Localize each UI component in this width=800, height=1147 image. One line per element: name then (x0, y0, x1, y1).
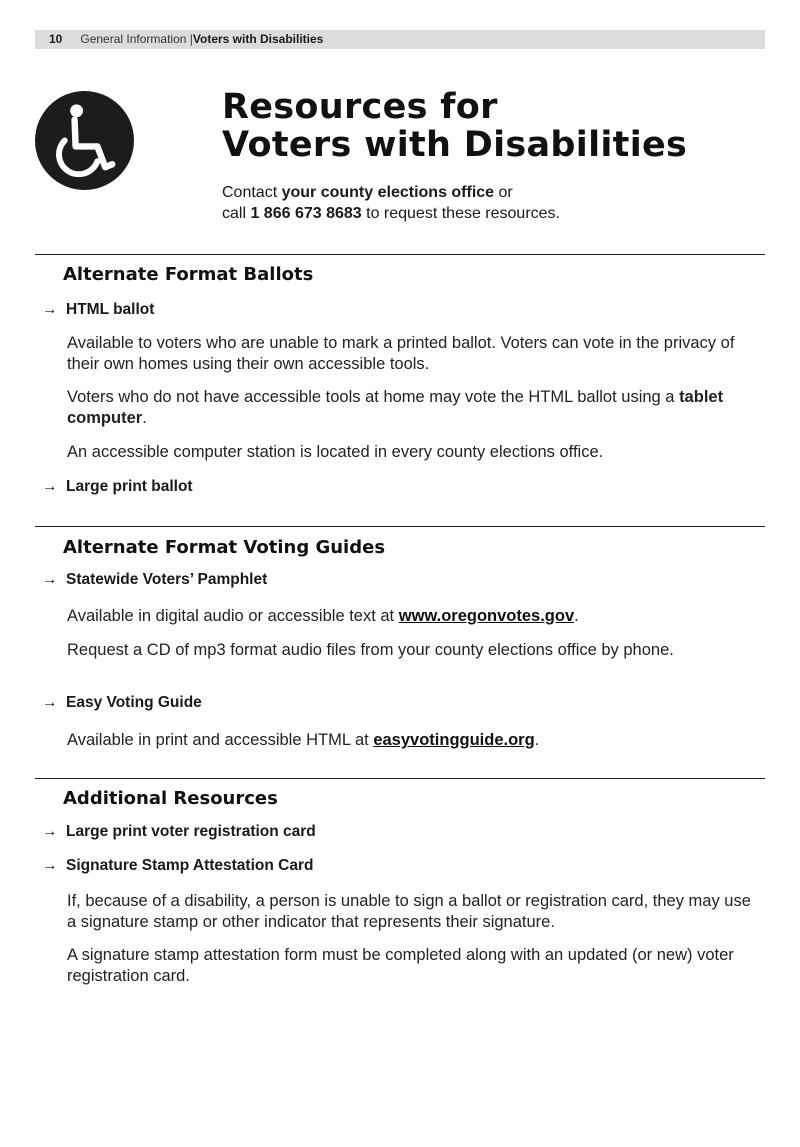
paragraph-end: . (534, 731, 540, 749)
arrow-icon: → (42, 301, 58, 318)
page-title (222, 88, 687, 164)
section-heading-guides: Alternate Format Voting Guides (63, 537, 386, 558)
title-line-1: Resources for (222, 87, 498, 127)
arrow-icon: → (42, 478, 58, 495)
paragraph: Available to voters who are unable to mark a printed ballot. Voters can vote in the privacy of their own homes using their own accessible tools. (67, 334, 735, 373)
paragraph: Request a CD of mp3 format audio files from your county elections office by phone. (67, 641, 674, 659)
paragraph-end: . (142, 409, 147, 427)
intro-text-4: to request these resources. (361, 205, 560, 222)
item-label: Large print ballot (66, 478, 193, 495)
header-subsection: Voters with Disabilities (192, 32, 324, 46)
arrow-icon: → (42, 823, 58, 840)
page-header-bar (35, 30, 765, 49)
easyvotingguide-link[interactable]: easyvotingguide.org (373, 731, 535, 749)
item-label: Easy Voting Guide (66, 694, 202, 711)
arrow-icon: → (42, 571, 58, 588)
paragraph: An accessible computer station is located in every county elections office. (67, 443, 604, 461)
page-number: 10 (49, 32, 63, 46)
item-large-print-registration (42, 823, 316, 841)
oregonvotes-link[interactable]: www.oregonvotes.gov (398, 607, 575, 625)
item-label: Signature Stamp Attestation Card (66, 857, 314, 874)
paragraph-end: . (574, 607, 579, 625)
section-divider (35, 526, 765, 527)
intro-text-1: Contact (222, 184, 282, 201)
tablet-computer-bold: tablet computer (67, 388, 724, 427)
intro-text (222, 182, 560, 224)
item-voters-pamphlet (42, 571, 267, 589)
item-label: HTML ballot (66, 301, 155, 318)
paragraph (67, 730, 757, 751)
item-easy-voting-guide (42, 694, 202, 712)
section-heading-additional: Additional Resources (63, 788, 278, 809)
item-signature-stamp-card (42, 857, 313, 875)
paragraph: A signature stamp attestation form must be completed along with an updated (or new) voter registration card. (67, 946, 734, 985)
paragraph (67, 387, 757, 429)
item-html-ballot (42, 301, 154, 319)
arrow-icon: → (42, 694, 58, 711)
title-line-2: Voters with Disabilities (222, 125, 688, 165)
item-large-print-ballot (42, 478, 193, 496)
header-section: General Information | (80, 32, 193, 46)
intro-text-3: call (222, 205, 251, 222)
intro-text-2: or (494, 184, 513, 201)
item-label: Statewide Voters’ Pamphlet (66, 571, 268, 588)
section-divider (35, 254, 765, 255)
paragraph-text: Available in print and accessible HTML at (67, 731, 374, 749)
paragraph: If, because of a disability, a person is unable to sign a ballot or registration card, they may use a signature stamp or other indicator that represents their signature. (67, 892, 751, 931)
paragraph (67, 606, 757, 627)
section-heading-ballots: Alternate Format Ballots (63, 264, 314, 285)
wheelchair-accessibility-icon (35, 91, 134, 190)
section-divider (35, 778, 765, 779)
arrow-icon: → (42, 857, 58, 874)
county-office-bold: your county elections office (281, 184, 495, 201)
paragraph-text: Available in digital audio or accessible text at (67, 607, 399, 625)
item-label: Large print voter registration card (66, 823, 316, 840)
paragraph-text: Voters who do not have accessible tools at home may vote the HTML ballot using a (67, 388, 680, 406)
phone-number: 1 866 673 8683 (250, 205, 362, 222)
